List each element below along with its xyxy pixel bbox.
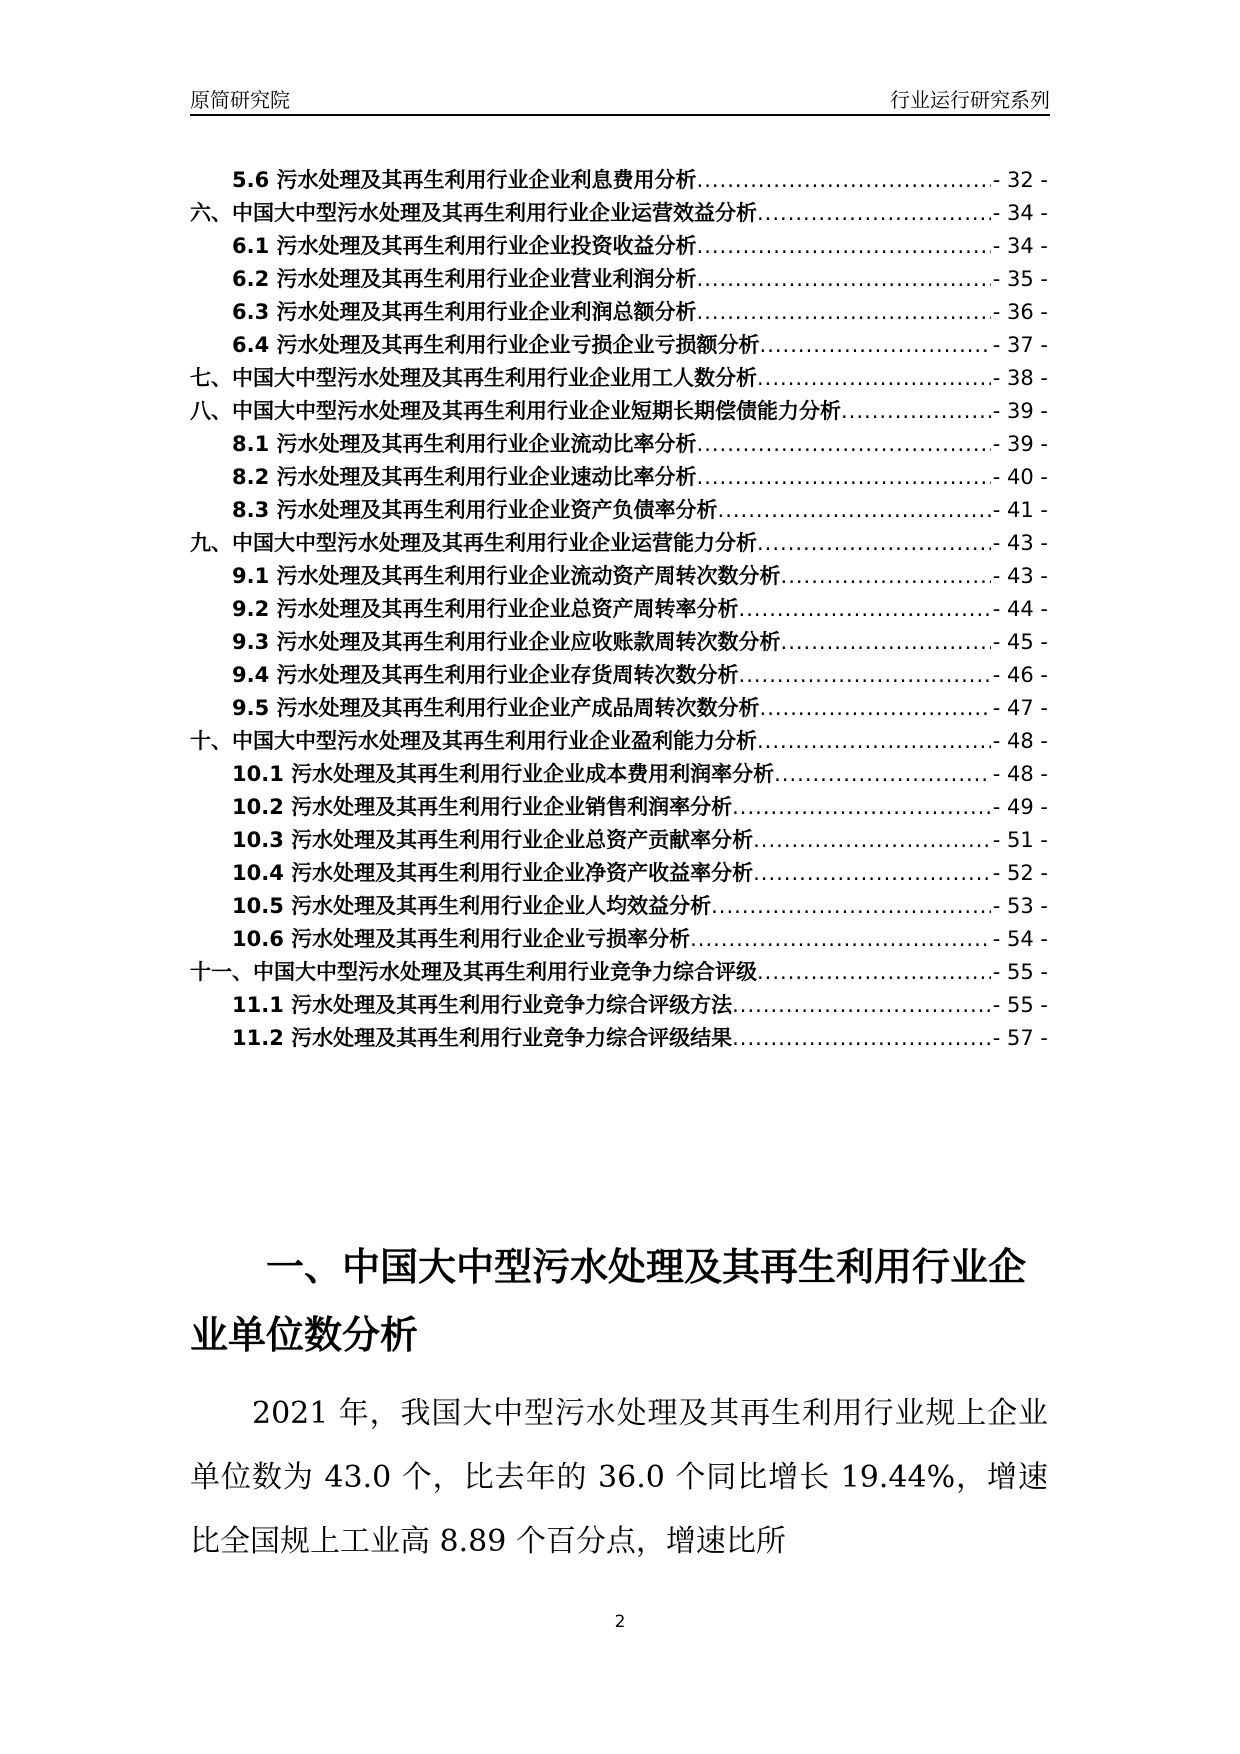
toc-entry-page: - 48 - <box>992 729 1048 753</box>
toc-entry[interactable] <box>190 857 1048 890</box>
toc-entry-page: - 53 - <box>992 894 1048 918</box>
toc-entry-page: - 48 - <box>992 762 1048 786</box>
toc-leader-dots <box>697 164 991 197</box>
toc-entry[interactable] <box>190 395 1048 428</box>
toc-entry-page: - 40 - <box>992 465 1048 489</box>
toc-entry-page: - 39 - <box>992 432 1048 456</box>
toc-leader-dots <box>697 296 991 329</box>
toc-entry-title: 6.3 污水处理及其再生利用行业企业利润总额分析 <box>232 300 697 324</box>
toc-entry-title: 十、中国大中型污水处理及其再生利用行业企业盈利能力分析 <box>190 729 757 753</box>
toc-entry[interactable] <box>190 692 1048 725</box>
toc-entry[interactable] <box>190 527 1048 560</box>
toc-entry-page: - 46 - <box>992 663 1048 687</box>
toc-entry[interactable] <box>190 263 1048 296</box>
toc-entry-title: 10.6 污水处理及其再生利用行业企业亏损率分析 <box>232 927 691 951</box>
toc-entry-title: 10.3 污水处理及其再生利用行业企业总资产贡献率分析 <box>232 828 754 852</box>
toc-entry-title: 七、中国大中型污水处理及其再生利用行业企业用工人数分析 <box>190 366 757 390</box>
toc-leader-dots <box>753 857 991 890</box>
toc-entry-title: 10.5 污水处理及其再生利用行业企业人均效益分析 <box>232 894 712 918</box>
toc-entry-page: - 35 - <box>992 267 1048 291</box>
toc-leader-dots <box>718 494 991 527</box>
toc-entry-title: 8.3 污水处理及其再生利用行业企业资产负债率分析 <box>232 498 718 522</box>
toc-entry-title: 10.1 污水处理及其再生利用行业企业成本费用利润率分析 <box>232 762 775 786</box>
toc-leader-dots <box>697 428 991 461</box>
toc-leader-dots <box>781 626 991 659</box>
toc-leader-dots <box>732 791 991 824</box>
toc-entry[interactable] <box>190 791 1048 824</box>
page-number: 2 <box>614 1612 626 1632</box>
toc-entry-page: - 47 - <box>992 696 1048 720</box>
toc-entry-title: 十一、中国大中型污水处理及其再生利用行业竞争力综合评级 <box>190 960 757 984</box>
toc-entry-page: - 41 - <box>992 498 1048 522</box>
toc-leader-dots <box>732 1022 991 1055</box>
toc-entry-page: - 38 - <box>992 366 1048 390</box>
toc-leader-dots <box>757 362 991 395</box>
toc-entry[interactable] <box>190 296 1048 329</box>
toc-entry[interactable] <box>190 230 1048 263</box>
header-org-name: 原简研究院 <box>190 88 290 112</box>
section-title: 一、中国大中型污水处理及其再生利用行业企业单位数分析 <box>190 1245 1027 1357</box>
toc-entry-page: - 43 - <box>992 531 1048 555</box>
toc-entry[interactable] <box>190 890 1048 923</box>
toc-entry-title: 6.1 污水处理及其再生利用行业企业投资收益分析 <box>232 234 697 258</box>
toc-entry[interactable] <box>190 1022 1048 1055</box>
toc-entry-title: 九、中国大中型污水处理及其再生利用行业企业运营能力分析 <box>190 531 757 555</box>
toc-entry[interactable] <box>190 560 1048 593</box>
toc-leader-dots <box>739 659 991 692</box>
toc-entry-page: - 49 - <box>992 795 1048 819</box>
toc-leader-dots <box>781 560 991 593</box>
toc-entry[interactable] <box>190 593 1048 626</box>
toc-entry-page: - 44 - <box>992 597 1048 621</box>
toc-entry-title: 8.1 污水处理及其再生利用行业企业流动比率分析 <box>232 432 697 456</box>
toc-entry-page: - 37 - <box>992 333 1048 357</box>
toc-entry-title: 9.5 污水处理及其再生利用行业企业产成品周转次数分析 <box>232 696 760 720</box>
toc-entry-title: 11.2 污水处理及其再生利用行业竞争力综合评级结果 <box>232 1026 733 1050</box>
toc-entry[interactable] <box>190 494 1048 527</box>
toc-leader-dots <box>690 923 991 956</box>
toc-leader-dots <box>841 395 991 428</box>
toc-leader-dots <box>760 692 991 725</box>
toc-entry[interactable] <box>190 659 1048 692</box>
toc-entry-page: - 43 - <box>992 564 1048 588</box>
toc-leader-dots <box>757 956 991 989</box>
toc-entry-page: - 39 - <box>992 399 1048 423</box>
toc-leader-dots <box>732 989 991 1022</box>
toc-entry-page: - 51 - <box>992 828 1048 852</box>
toc-entry-page: - 55 - <box>992 993 1048 1017</box>
body-paragraph: 2021 年，我国大中型污水处理及其再生利用行业规上企业单位数为 43.0 个，比去年的 36.0 个同比增长 19.44%，增速比全国规上工业高 8.89 个百分点，增速比所 <box>190 1396 1048 1559</box>
page-header <box>190 78 1050 116</box>
toc-leader-dots <box>697 263 991 296</box>
toc-entry-title: 9.4 污水处理及其再生利用行业企业存货周转次数分析 <box>232 663 739 687</box>
toc-entry-title: 5.6 污水处理及其再生利用行业企业利息费用分析 <box>232 168 697 192</box>
toc-entry-page: - 55 - <box>992 960 1048 984</box>
toc-entry[interactable] <box>190 824 1048 857</box>
toc-leader-dots <box>753 824 991 857</box>
toc-entry-title: 六、中国大中型污水处理及其再生利用行业企业运营效益分析 <box>190 201 757 225</box>
header-series-name: 行业运行研究系列 <box>890 88 1050 112</box>
toc-entry[interactable] <box>190 197 1048 230</box>
table-of-contents <box>190 164 1048 1055</box>
toc-leader-dots <box>760 329 991 362</box>
toc-leader-dots <box>757 725 991 758</box>
toc-entry[interactable] <box>190 329 1048 362</box>
toc-entry-title: 10.2 污水处理及其再生利用行业企业销售利润率分析 <box>232 795 733 819</box>
toc-entry[interactable] <box>190 461 1048 494</box>
toc-entry[interactable] <box>190 428 1048 461</box>
toc-entry-title: 9.1 污水处理及其再生利用行业企业流动资产周转次数分析 <box>232 564 781 588</box>
toc-entry-title: 八、中国大中型污水处理及其再生利用行业企业短期长期偿债能力分析 <box>190 399 841 423</box>
toc-entry[interactable] <box>190 758 1048 791</box>
toc-entry-page: - 34 - <box>992 234 1048 258</box>
toc-entry-page: - 32 - <box>992 168 1048 192</box>
toc-leader-dots <box>774 758 991 791</box>
toc-entry[interactable] <box>190 725 1048 758</box>
toc-entry[interactable] <box>190 362 1048 395</box>
toc-entry-title: 9.3 污水处理及其再生利用行业企业应收账款周转次数分析 <box>232 630 781 654</box>
toc-leader-dots <box>739 593 991 626</box>
toc-entry-page: - 45 - <box>992 630 1048 654</box>
toc-leader-dots <box>711 890 991 923</box>
toc-entry[interactable] <box>190 923 1048 956</box>
toc-entry[interactable] <box>190 626 1048 659</box>
toc-entry-title: 6.4 污水处理及其再生利用行业企业亏损企业亏损额分析 <box>232 333 760 357</box>
toc-leader-dots <box>757 197 991 230</box>
toc-entry-title: 8.2 污水处理及其再生利用行业企业速动比率分析 <box>232 465 697 489</box>
toc-leader-dots <box>697 461 991 494</box>
toc-entry[interactable] <box>190 956 1048 989</box>
toc-entry-page: - 54 - <box>992 927 1048 951</box>
toc-leader-dots <box>697 230 991 263</box>
toc-entry[interactable] <box>190 989 1048 1022</box>
toc-entry-title: 10.4 污水处理及其再生利用行业企业净资产收益率分析 <box>232 861 754 885</box>
toc-entry-title: 11.1 污水处理及其再生利用行业竞争力综合评级方法 <box>232 993 733 1017</box>
toc-entry-page: - 57 - <box>992 1026 1048 1050</box>
toc-entry-page: - 36 - <box>992 300 1048 324</box>
toc-entry-title: 6.2 污水处理及其再生利用行业企业营业利润分析 <box>232 267 697 291</box>
toc-leader-dots <box>757 527 991 560</box>
toc-entry-page: - 34 - <box>992 201 1048 225</box>
toc-entry-page: - 52 - <box>992 861 1048 885</box>
toc-entry-title: 9.2 污水处理及其再生利用行业企业总资产周转率分析 <box>232 597 739 621</box>
toc-entry[interactable] <box>190 164 1048 197</box>
